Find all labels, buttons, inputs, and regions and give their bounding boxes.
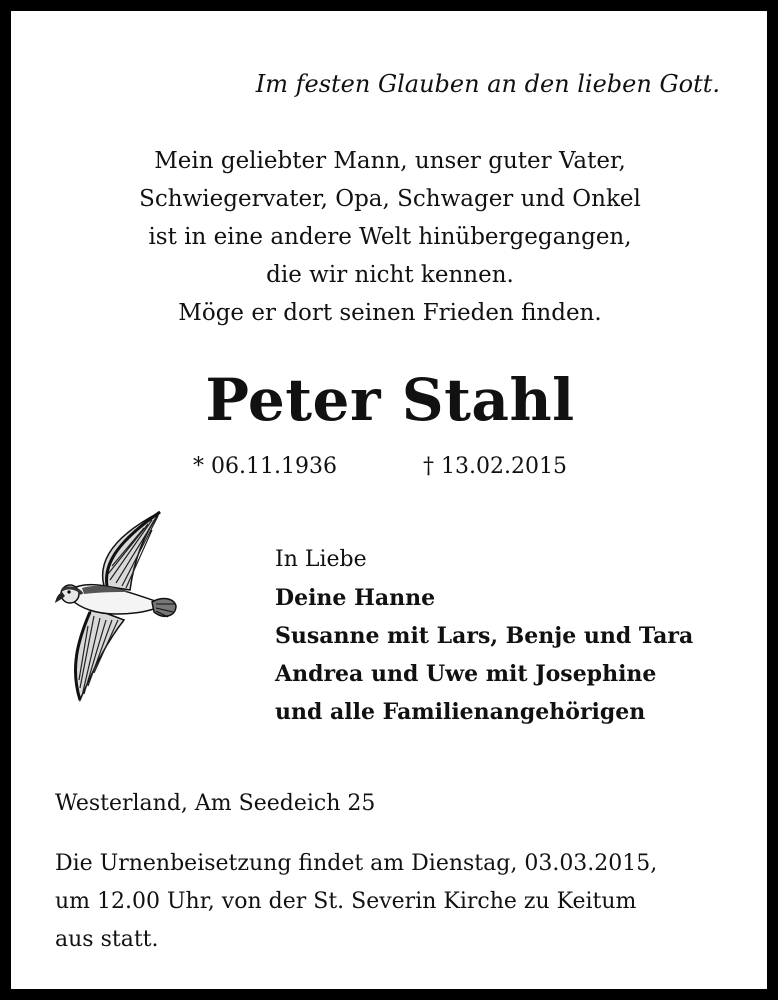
poem-line: Möge er dort seinen Frieden finden.	[178, 300, 602, 326]
family-member: Susanne mit Lars, Benje und Tara	[275, 623, 694, 649]
family-member: Andrea und Uwe mit Josephine	[275, 661, 657, 687]
poem	[60, 142, 720, 332]
family-intro: In Liebe	[275, 547, 367, 572]
seagull-icon	[52, 508, 182, 708]
family-member: Deine Hanne	[275, 585, 436, 611]
birth-date: * 06.11.1936	[193, 454, 337, 479]
motto: Im festen Glauben an den lieben Gott.	[255, 70, 720, 98]
poem-line: die wir nicht kennen.	[266, 262, 514, 288]
notice-line: aus statt.	[55, 927, 159, 952]
burial-notice	[55, 845, 735, 959]
notice-line: um 12.00 Uhr, von der St. Severin Kirche zu Keitum	[55, 889, 637, 914]
poem-line: Mein geliebter Mann, unser guter Vater,	[154, 148, 626, 174]
death-date: † 13.02.2015	[423, 454, 567, 479]
poem-line: Schwiegervater, Opa, Schwager und Onkel	[139, 186, 641, 212]
notice-line: Die Urnenbeisetzung findet am Dienstag, 03.03.2015,	[55, 851, 658, 876]
poem-line: ist in eine andere Welt hinübergegangen,	[148, 224, 632, 250]
family-member: und alle Familienangehörigen	[275, 699, 646, 725]
address: Westerland, Am Seedeich 25	[55, 791, 376, 816]
deceased-name: Peter Stahl	[205, 366, 575, 434]
family-signatures	[275, 541, 755, 731]
